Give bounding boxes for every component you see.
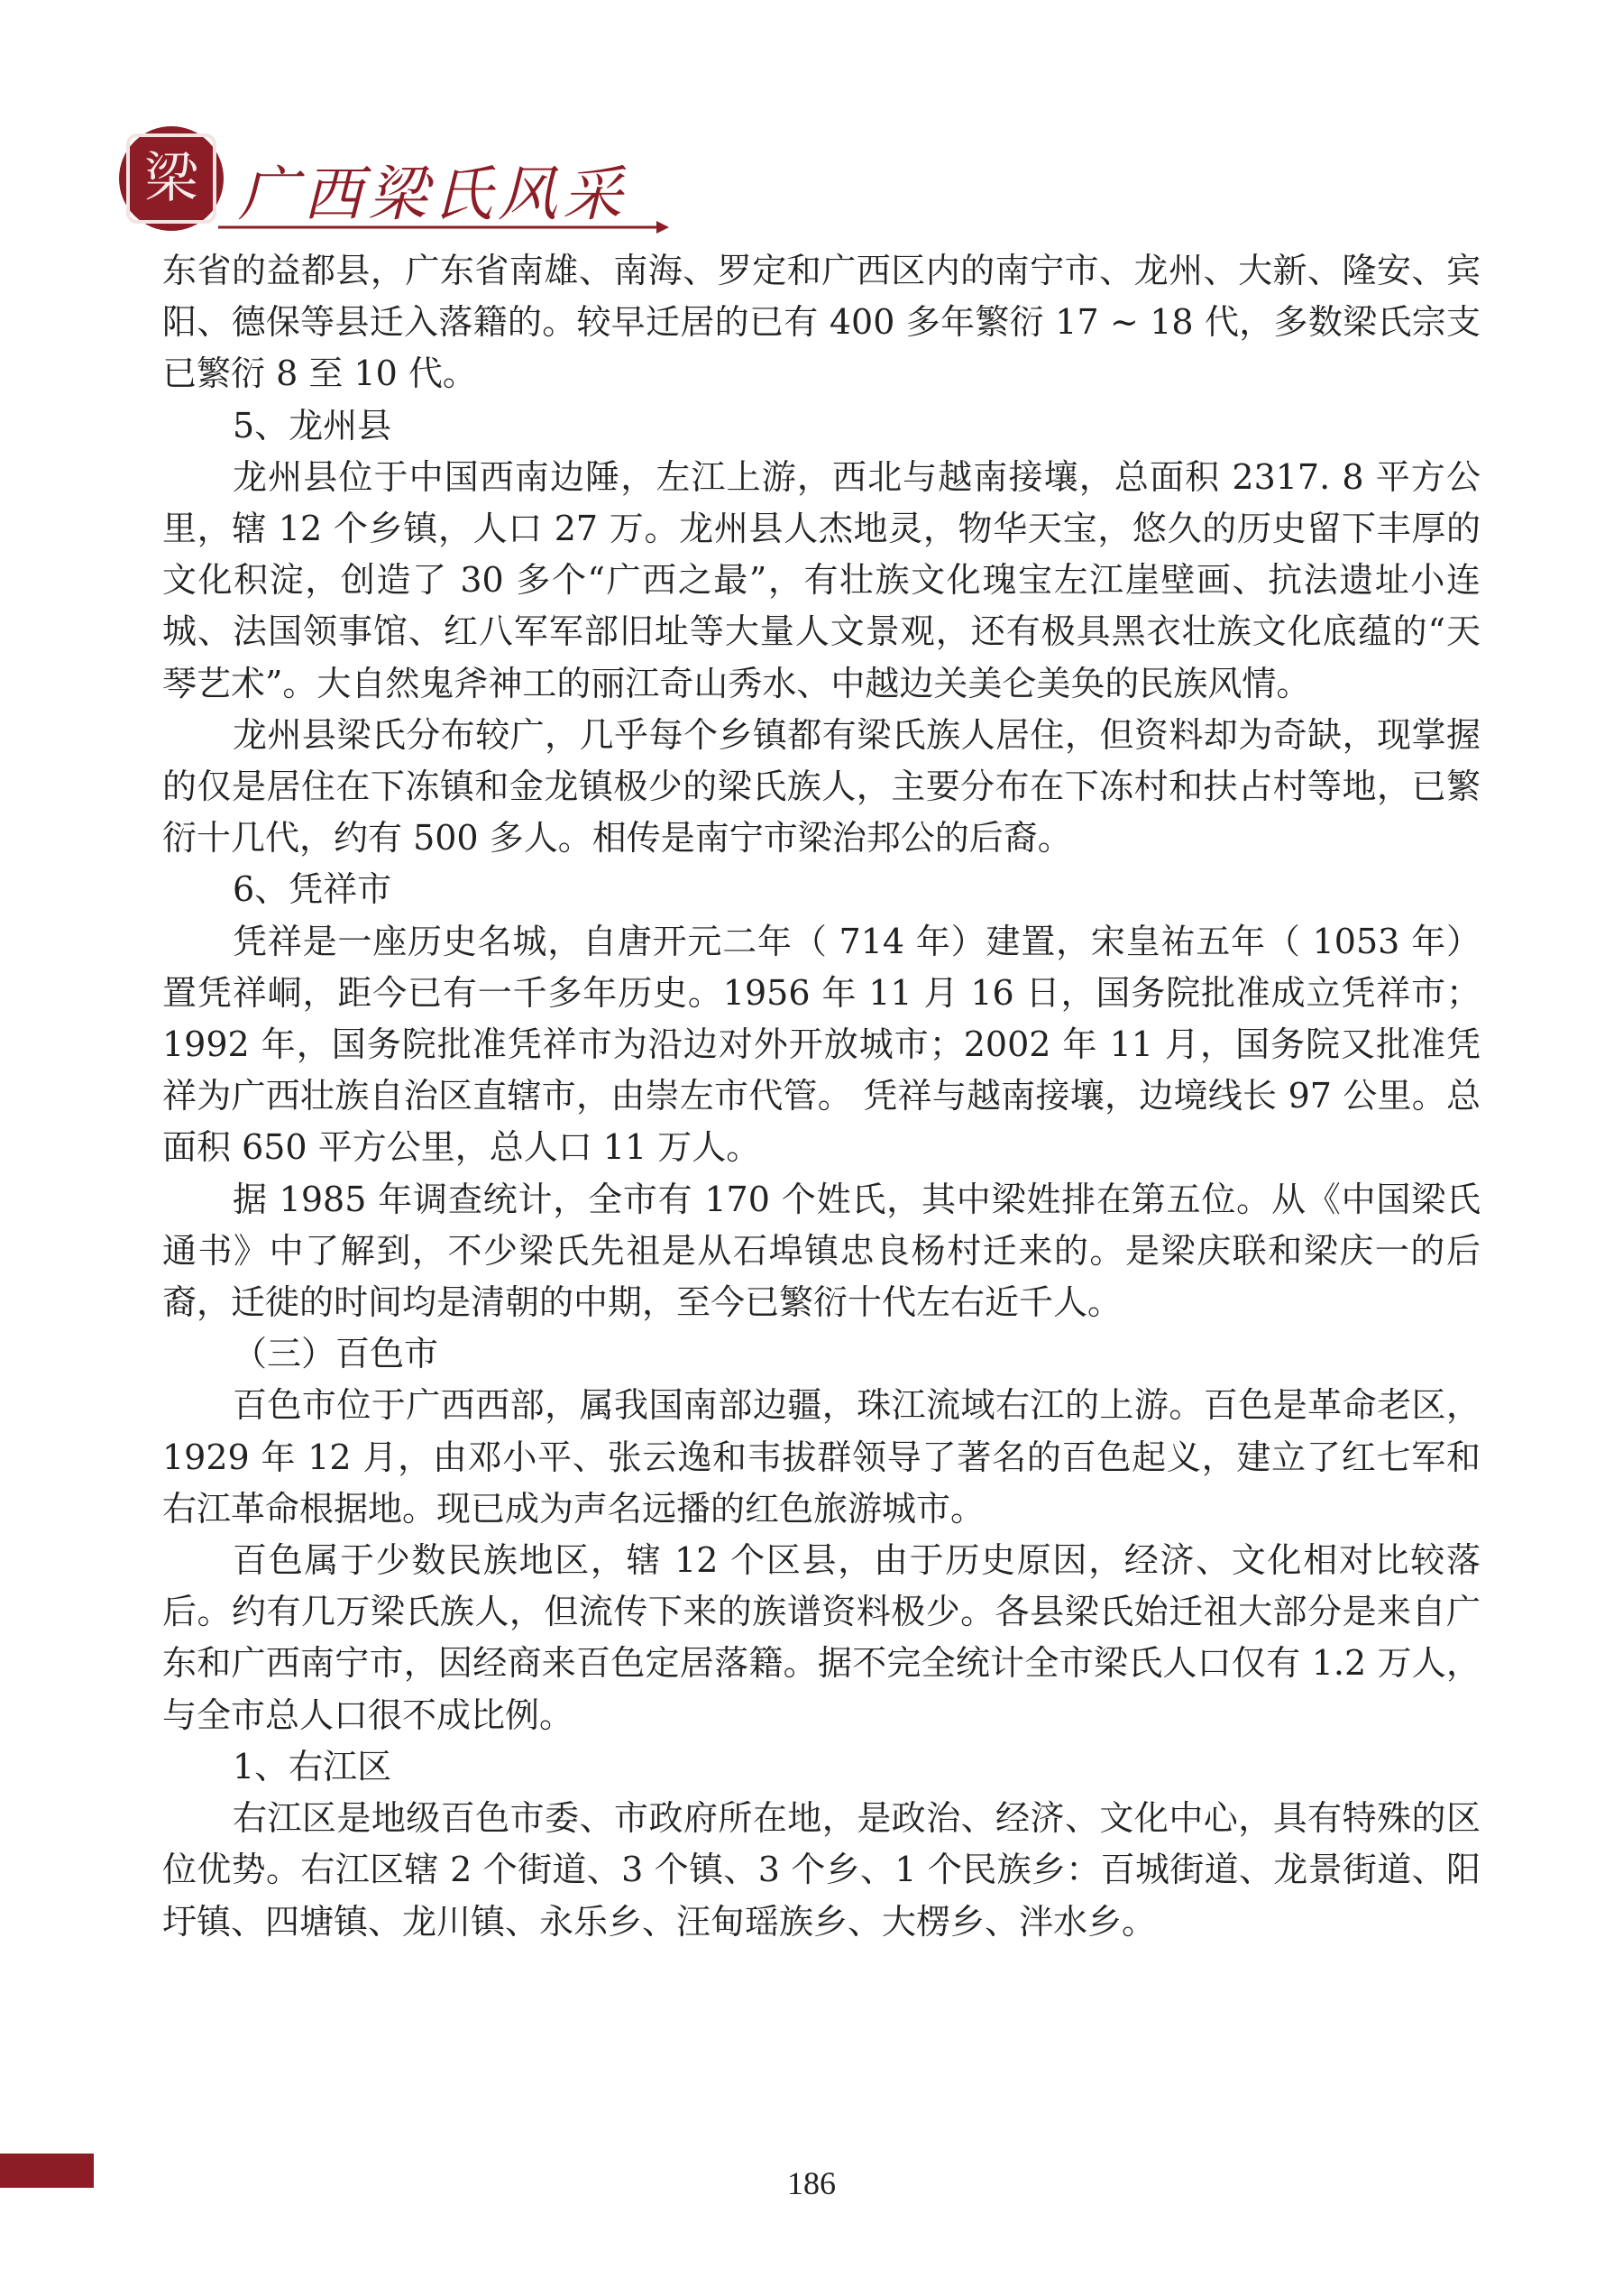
- paragraph-continued: 东省的益都县，广东省南雄、南海、罗定和广西区内的南宁市、龙州、大新、隆安、宾阳、德保等县迁入落籍的。较早迁居的已有 400 多年繁衍 17 ~ 18 代，多数梁氏宗支已繁衍 8 至 10 代。: [162, 251, 1481, 394]
- running-header: [119, 110, 628, 236]
- book-title: 广西梁氏风采: [238, 160, 628, 229]
- paragraph: 百色属于少数民族地区，辖 12 个区县，由于历史原因，经济、文化相对比较落后。约有几万梁氏族人，但流传下来的族谱资料极少。各县梁氏始迁祖大部分是来自广东和广西南宁市，因经商来百色定居落籍。据不完全统计全市梁氏人口仅有 1.2 万人，与全市总人口很不成比例。: [162, 1540, 1481, 1735]
- page-number: 186: [787, 2165, 836, 2201]
- seal-logo: [119, 126, 224, 231]
- section-heading-youjiang: 1、右江区: [233, 1746, 392, 1786]
- section-heading-baise: （三）百色市: [233, 1334, 439, 1374]
- paragraph: 凭祥是一座历史名城，自唐开元二年（ 714 年）建置，宋皇祐五年（ 1053 年）置凭祥峒，距今已有一千多年历史。1956 年 11 月 16 日，国务院批准成立凭祥市；1992 年，国务院批准凭祥市为沿边对外开放城市；2002 年 11 月，国务院又批准凭祥为广西壮族自治区直辖市，由崇左市代管。 凭祥与越南接壤，边境线长 97 公里。总面积 650 平方公里，总人口 11 万人。: [162, 921, 1481, 1168]
- header-arrow-rule: [218, 220, 669, 234]
- section-heading-longzhou: 5、龙州县: [233, 405, 392, 445]
- paragraph: 龙州县梁氏分布较广，几乎每个乡镇都有梁氏族人居住，但资料却为奇缺，现掌握的仅是居住在下冻镇和金龙镇极少的梁氏族人，主要分布在下冻村和扶占村等地，已繁衍十几代，约有 500 多人。相传是南宁市梁治邦公的后裔。: [162, 714, 1481, 859]
- seal-character: 梁: [126, 133, 216, 224]
- page-body: [162, 245, 1481, 1948]
- paragraph: 右江区是地级百色市委、市政府所在地，是政治、经济、文化中心，具有特殊的区位优势。右江区辖 2 个街道、3 个镇、3 个乡、1 个民族乡：百城街道、龙景街道、阳圩镇、四塘镇、龙川镇、永乐乡、汪甸瑶族乡、大楞乡、泮水乡。: [162, 1798, 1481, 1942]
- paragraph: 百色市位于广西西部，属我国南部边疆，珠江流域右江的上游。百色是革命老区，1929 年 12 月，由邓小平、张云逸和韦拔群领导了著名的百色起义，建立了红七军和右江革命根据地。现已成为声名远播的红色旅游城市。: [162, 1385, 1481, 1529]
- section-heading-pingxiang: 6、凭祥市: [233, 869, 392, 910]
- paragraph: 据 1985 年调查统计，全市有 170 个姓氏，其中梁姓排在第五位。从《中国梁氏通书》中了解到，不少梁氏先祖是从石埠镇忠良杨村迁来的。是梁庆联和梁庆一的后裔，迁徙的时间均是清朝的中期，至今已繁衍十代左右近千人。: [162, 1179, 1481, 1323]
- paragraph: 龙州县位于中国西南边陲，左江上游，西北与越南接壤，总面积 2317. 8 平方公里，辖 12 个乡镇，人口 27 万。龙州县人杰地灵，物华天宝，悠久的历史留下丰厚的文化积淀，创造了 30 多个“广西之最”，有壮族文化瑰宝左江崖壁画、抗法遗址小连城、法国领事馆、红八军军部旧址等大量人文景观，还有极具黑衣壮族文化底蕴的“天琴艺术”。大自然鬼斧神工的丽江奇山秀水、中越边关美仑美奂的民族风情。: [162, 456, 1481, 703]
